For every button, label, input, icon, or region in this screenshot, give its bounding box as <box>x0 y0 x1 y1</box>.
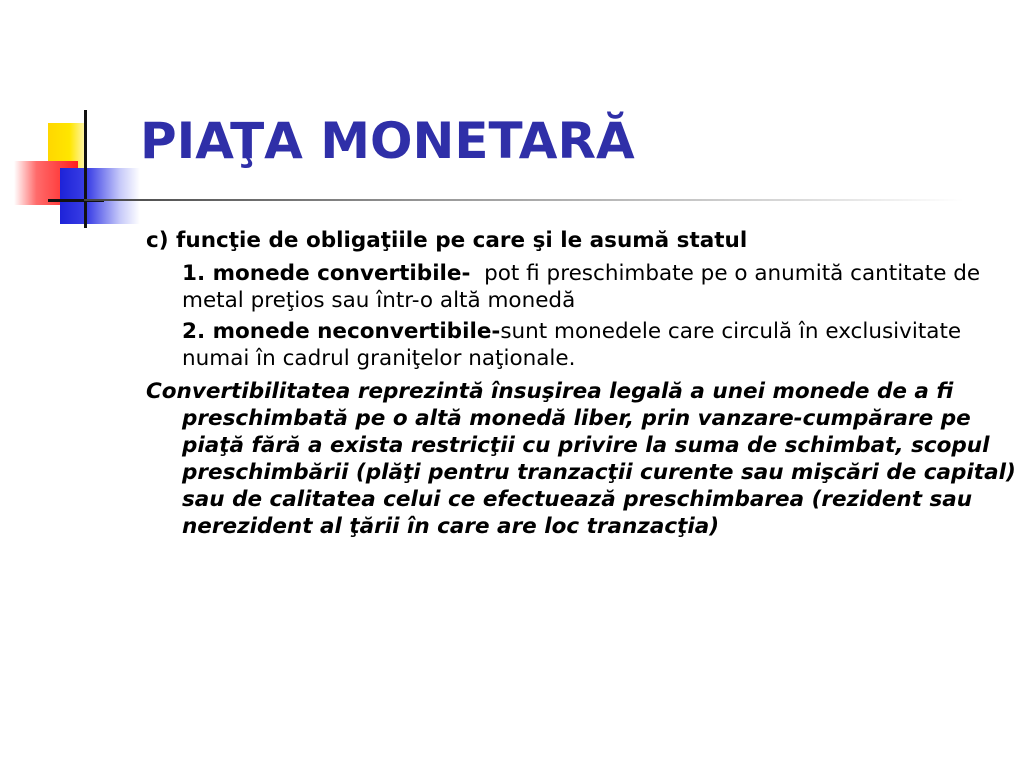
title-underline <box>84 199 964 201</box>
decorative-vertical-line <box>84 110 87 228</box>
list-item-convertible <box>182 260 1006 314</box>
list-item-nonconvertible <box>182 318 1006 372</box>
definition-paragraph: Convertibilitatea reprezintă însuşirea legală a unei monede de a fi preschimbată pe o altă monedă liber, prin vanzare-cumpărare pe piaţă fără a exista restricţii cu privire la suma de schimbat, scopul preschimbării (plăţi pentru tranzacţii curente sau mişcări de capital) sau de calitatea celui ce efectuează preschimbarea (rezident sau nerezident al ţării în care are loc tranzacţia) <box>146 379 1016 539</box>
slide-title: PIAŢA MONETARĂ <box>140 112 635 170</box>
list-item-text: pot fi preschimbate pe o anumită cantitate de metal preţios sau într-o altă monedă <box>182 261 987 313</box>
decorative-blue-square <box>60 168 140 224</box>
list-item-lead: 1. monede convertibile- <box>182 261 471 286</box>
section-heading: c) funcţie de obligaţiile pe care şi le asumă statul <box>146 228 748 253</box>
slide-body <box>146 227 1016 540</box>
list-item-lead: 2. monede neconvertibile- <box>182 319 501 344</box>
list-item-text: sunt monedele care circulă în exclusivitate numai în cadrul graniţelor naţionale. <box>182 319 962 371</box>
